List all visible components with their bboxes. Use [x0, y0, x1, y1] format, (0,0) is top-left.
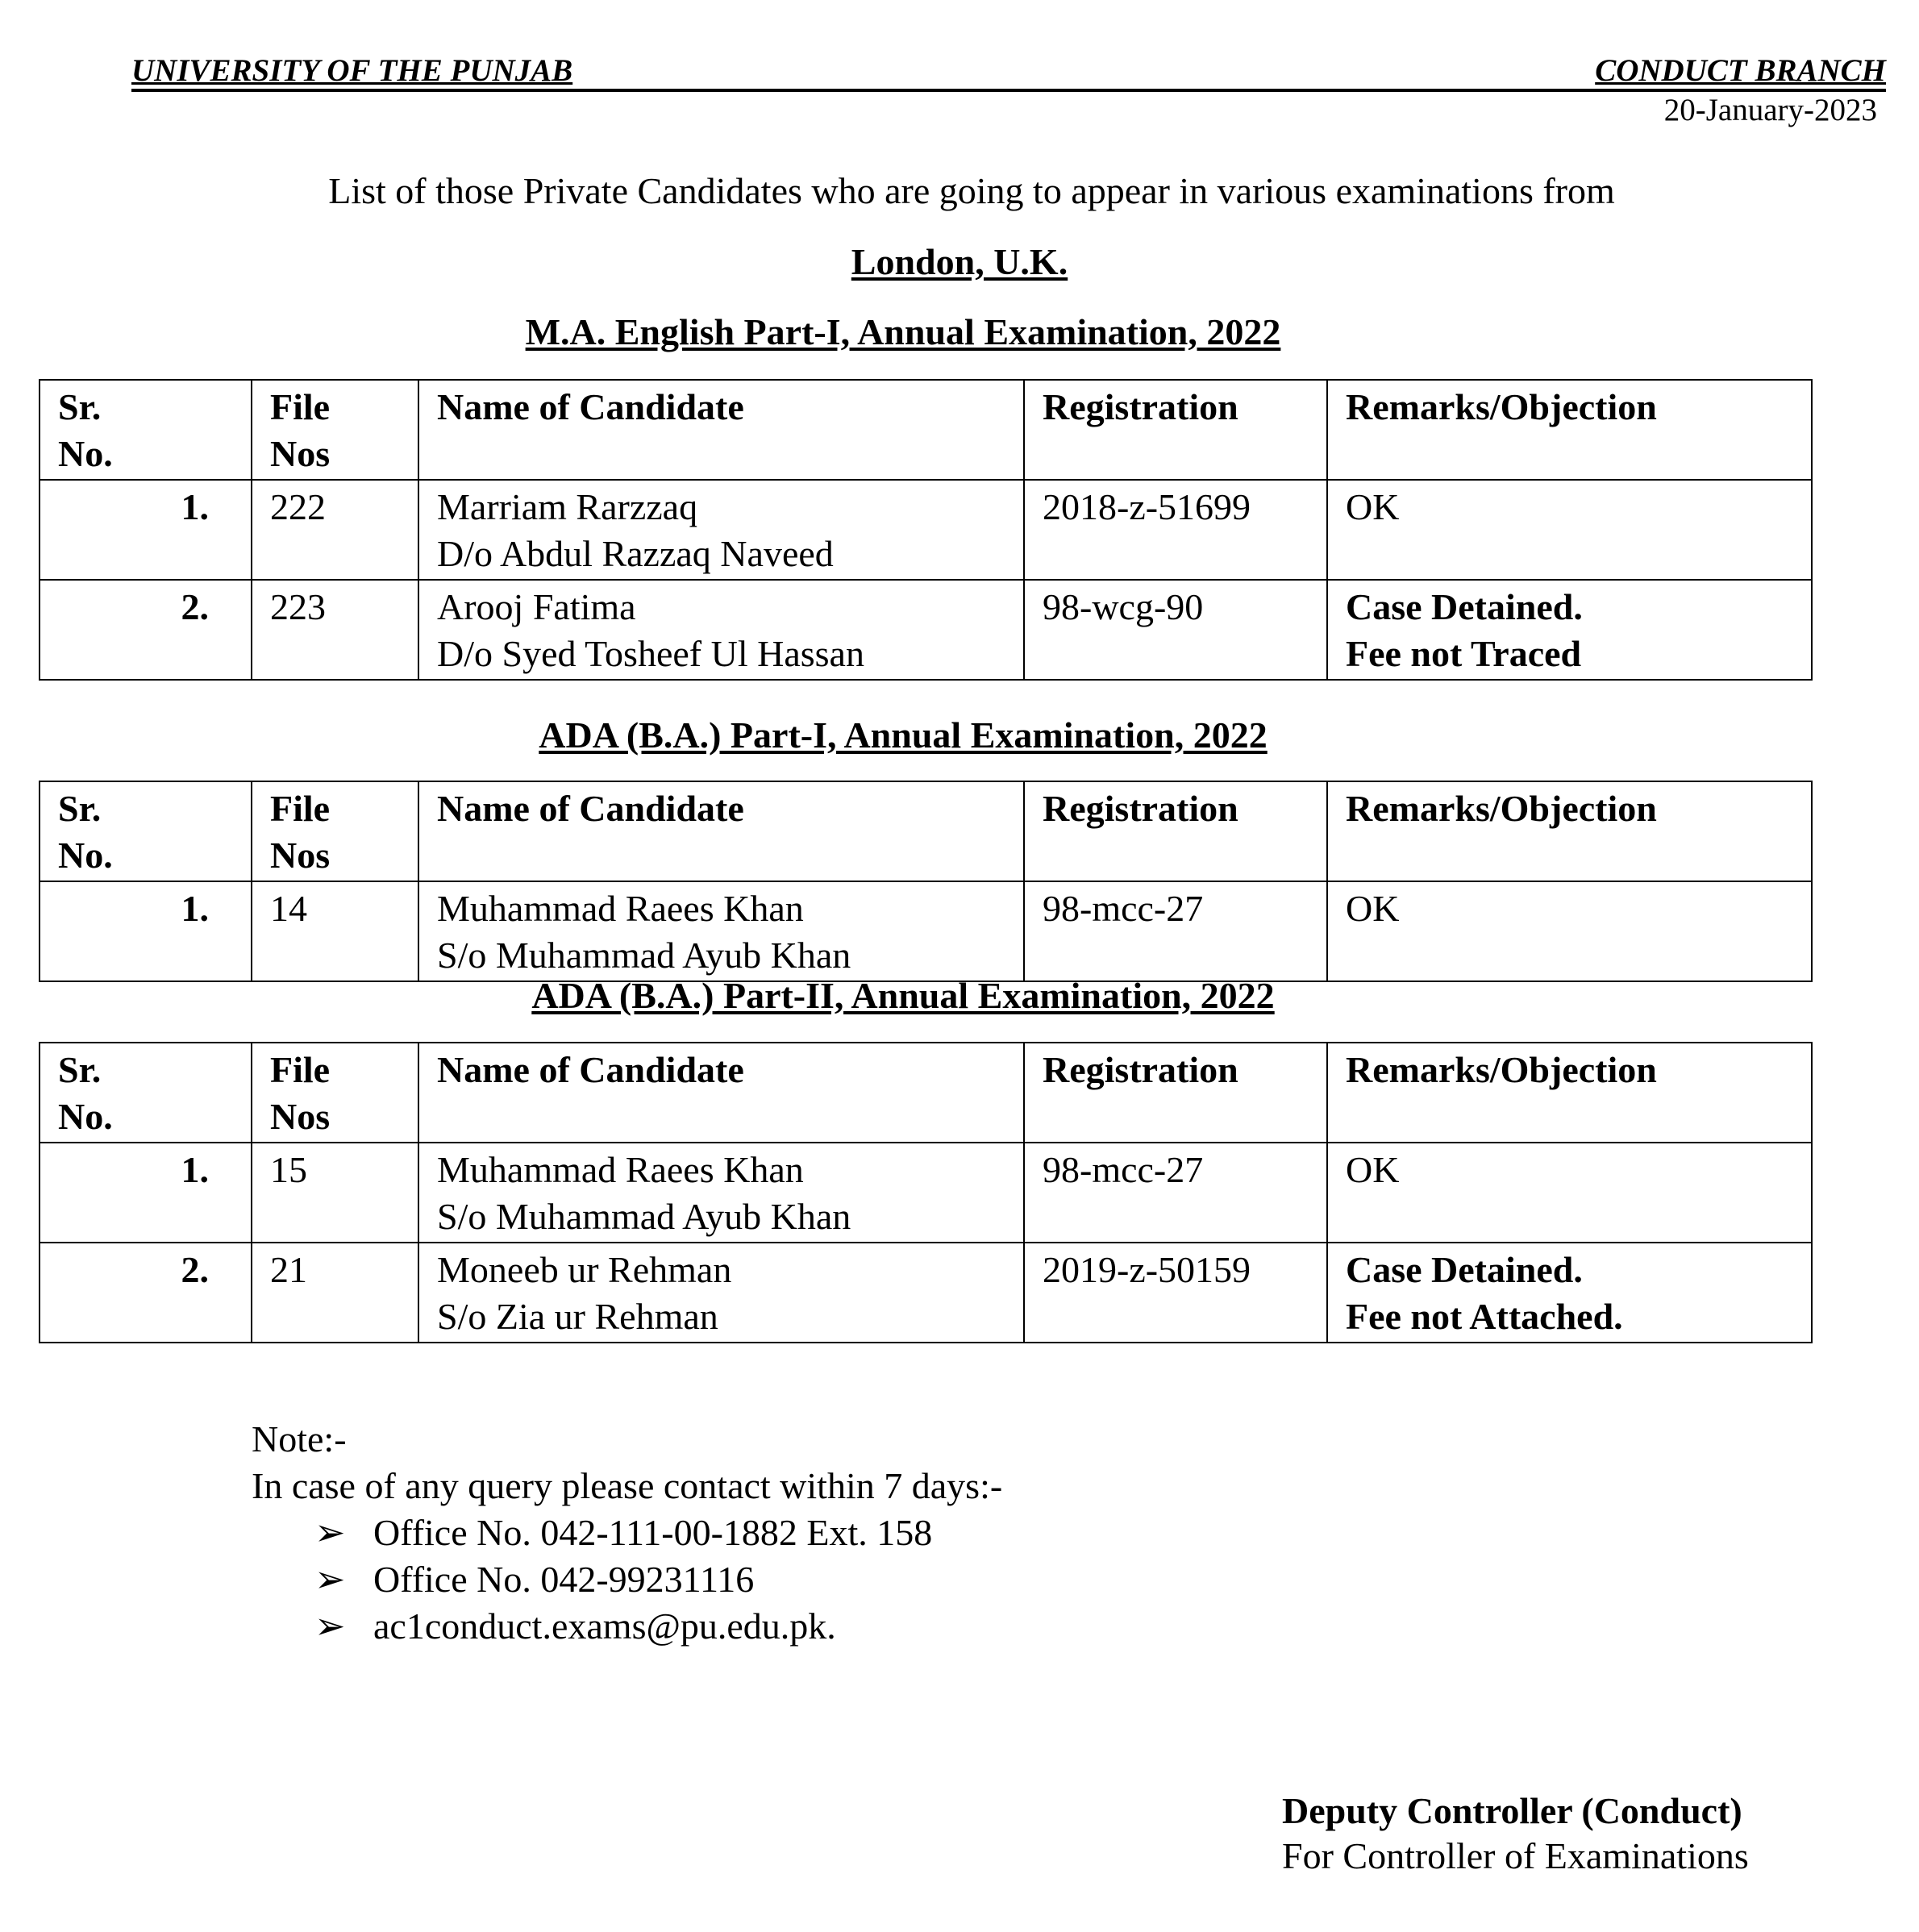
note-text: In case of any query please contact within 7 days:-	[252, 1465, 1003, 1506]
list-item: ➢ Office No. 042-111-00-1882 Ext. 158	[314, 1509, 1002, 1556]
section-title: ADA (B.A.) Part-I, Annual Examination, 2022	[539, 714, 1268, 756]
contact-list	[252, 1509, 1002, 1650]
cell-file: 15	[252, 1143, 418, 1243]
note-label: Note:-	[252, 1418, 347, 1459]
location-title: London, U.K.	[851, 241, 1068, 282]
table-row	[40, 1243, 1812, 1343]
signatory-title: Deputy Controller (Conduct)	[1282, 1790, 1742, 1831]
cell-file: 222	[252, 480, 418, 580]
header-sr: Sr. No.	[40, 781, 252, 881]
header-name: Name of Candidate	[418, 781, 1024, 881]
section-title: ADA (B.A.) Part-II, Annual Examination, 2022	[531, 975, 1275, 1016]
header-remarks: Remarks/Objection	[1327, 380, 1812, 480]
signatory-subtitle: For Controller of Examinations	[1282, 1835, 1749, 1876]
cell-name: Moneeb ur Rehman S/o Zia ur Rehman	[418, 1243, 1024, 1343]
branch-name: CONDUCT BRANCH	[1595, 53, 1886, 88]
document-date: 20-January-2023	[1663, 93, 1877, 127]
cell-sr: 1.	[40, 1143, 252, 1243]
table-row	[40, 580, 1812, 680]
cell-sr: 2.	[40, 580, 252, 680]
cell-name: Muhammad Raees Khan S/o Muhammad Ayub Khan	[418, 881, 1024, 981]
header-name: Name of Candidate	[418, 380, 1024, 480]
table-header-row	[40, 380, 1812, 480]
cell-registration: 98-wcg-90	[1024, 580, 1327, 680]
cell-registration: 98-mcc-27	[1024, 1143, 1327, 1243]
cell-file: 223	[252, 580, 418, 680]
cell-remarks: Case Detained. Fee not Traced	[1327, 580, 1812, 680]
cell-remarks: OK	[1327, 881, 1812, 981]
university-name: UNIVERSITY OF THE PUNJAB	[131, 53, 573, 88]
arrow-bullet-icon: ➢	[314, 1559, 346, 1600]
cell-name: Arooj Fatima D/o Syed Tosheef Ul Hassan	[418, 580, 1024, 680]
table-row	[40, 1143, 1812, 1243]
cell-name: Muhammad Raees Khan S/o Muhammad Ayub Khan	[418, 1143, 1024, 1243]
cell-sr: 1.	[40, 480, 252, 580]
cell-sr: 1.	[40, 881, 252, 981]
cell-remarks: OK	[1327, 480, 1812, 580]
cell-remarks: OK	[1327, 1143, 1812, 1243]
arrow-bullet-icon: ➢	[314, 1605, 346, 1647]
table-row	[40, 480, 1812, 580]
list-item: ➢ ac1conduct.exams@pu.edu.pk.	[314, 1603, 1002, 1650]
cell-sr: 2.	[40, 1243, 252, 1343]
section-title: M.A. English Part-I, Annual Examination, 2022	[525, 311, 1281, 352]
cell-registration: 2018-z-51699	[1024, 480, 1327, 580]
intro-text: List of those Private Candidates who are going to appear in various examinations from	[328, 170, 1615, 211]
header-remarks: Remarks/Objection	[1327, 1043, 1812, 1143]
cell-name: Marriam Rarzzaq D/o Abdul Razzaq Naveed	[418, 480, 1024, 580]
header-remarks: Remarks/Objection	[1327, 781, 1812, 881]
candidates-table	[39, 379, 1813, 681]
cell-registration: 98-mcc-27	[1024, 881, 1327, 981]
candidates-table	[39, 1042, 1813, 1343]
cell-remarks: Case Detained. Fee not Attached.	[1327, 1243, 1812, 1343]
table-header-row	[40, 781, 1812, 881]
header-file: File Nos	[252, 781, 418, 881]
list-item: ➢ Office No. 042-99231116	[314, 1556, 1002, 1603]
header-file: File Nos	[252, 1043, 418, 1143]
header-registration: Registration	[1024, 1043, 1327, 1143]
cell-file: 21	[252, 1243, 418, 1343]
table-row	[40, 881, 1812, 981]
candidates-table	[39, 781, 1813, 982]
cell-registration: 2019-z-50159	[1024, 1243, 1327, 1343]
arrow-bullet-icon: ➢	[314, 1512, 346, 1553]
cell-file: 14	[252, 881, 418, 981]
contact-note	[252, 1416, 1002, 1650]
header-registration: Registration	[1024, 380, 1327, 480]
header-name: Name of Candidate	[418, 1043, 1024, 1143]
header-file: File Nos	[252, 380, 418, 480]
signature-block	[1282, 1788, 1749, 1879]
header-registration: Registration	[1024, 781, 1327, 881]
header-sr: Sr. No.	[40, 1043, 252, 1143]
page-header	[131, 53, 1886, 92]
header-sr: Sr. No.	[40, 380, 252, 480]
table-header-row	[40, 1043, 1812, 1143]
